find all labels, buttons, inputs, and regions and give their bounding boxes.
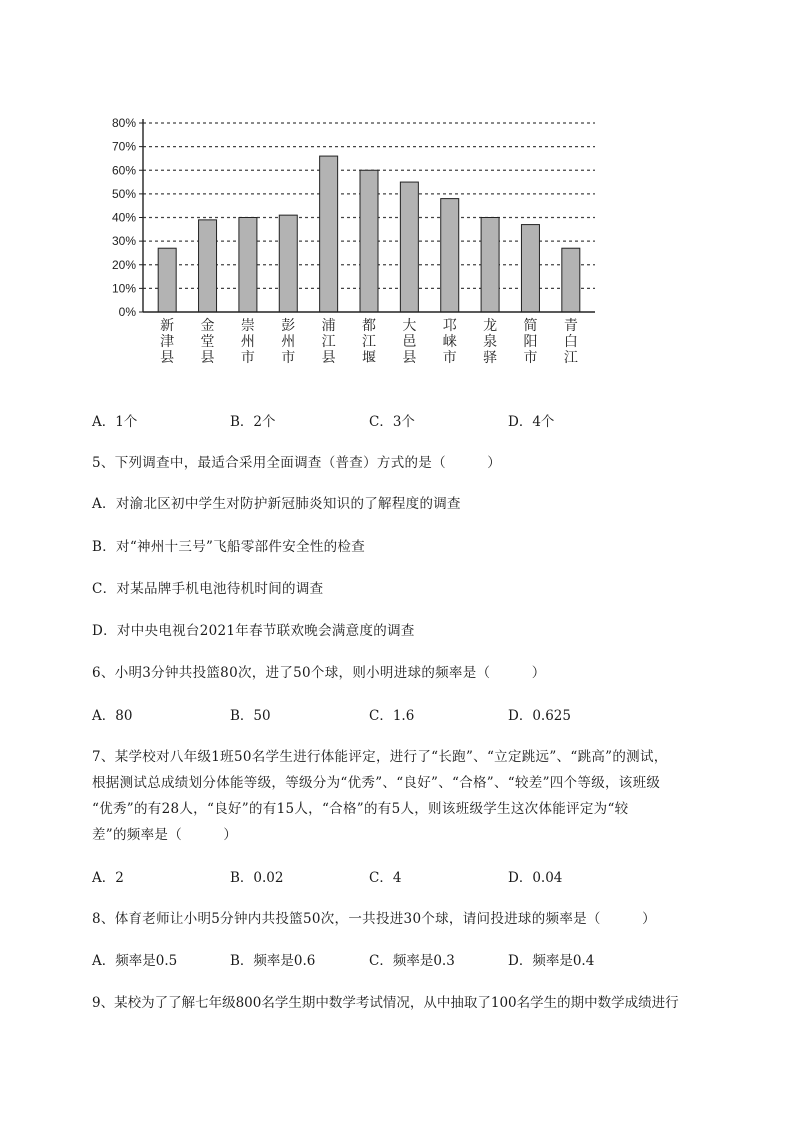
y-tick-label: 80% <box>111 116 136 130</box>
x-category-label-char: 县 <box>402 350 417 366</box>
x-category-label-char: 崇 <box>240 318 255 334</box>
x-category-label-char: 浦 <box>321 318 336 334</box>
q5-stem: 5、下列调查中，最适合采用全面调查（普查）方式的是（ ） <box>92 455 502 471</box>
x-category-label-char: 简 <box>523 318 538 334</box>
x-axis-category-labels <box>160 317 578 366</box>
q7-line-1: 7、某学校对八年级1班50名学生进行体能评定，进行了“长跑”、“立定跳远”、“跳高”的测试， <box>92 749 668 765</box>
x-category-label-char: 阳 <box>523 334 538 350</box>
q9-stem: 9、某校为了了解七年级800名学生期中数学考试情况，从中抽取了100名学生的期中数学成绩进行 <box>92 995 679 1011</box>
x-category-label-char: 县 <box>200 350 215 366</box>
y-tick-label: 50% <box>111 186 136 201</box>
q4-option-a: A．1个 <box>92 414 138 430</box>
q7-line-3: “优秀”的有28人，“良好”的有15人，“合格”的有5人，则该班级学生这次体能评定为“较 <box>92 801 629 817</box>
q6-option-c: C．1.6 <box>369 708 415 724</box>
q5-option-d: D．对中央电视台2021年春节联欢晚会满意度的调查 <box>92 623 415 639</box>
bar <box>441 199 459 312</box>
bar-chart <box>100 110 600 380</box>
q8-option-b: B．频率是0.6 <box>230 953 316 969</box>
x-category-label-char: 邛 <box>442 318 457 334</box>
x-category-label-char: 县 <box>160 350 175 366</box>
q5-option-c: C．对某品牌手机电池待机时间的调查 <box>92 581 324 597</box>
bar <box>360 170 378 312</box>
q7-line-2: 根据测试总成绩划分体能等级，等级分为“优秀”、“良好”、“合格”、“较差”四个等级，该班级 <box>92 775 661 791</box>
x-category-label-char: 白 <box>563 334 578 350</box>
q4-option-c: C．3个 <box>369 414 415 430</box>
y-tick-label: 30% <box>111 234 136 249</box>
q8-stem: 8、体育老师让小明5分钟内共投篮50次，一共投进30个球，请问投进球的频率是（ ） <box>92 911 656 927</box>
x-category-label-char: 江 <box>321 334 336 350</box>
x-category-label-char: 都 <box>362 318 376 334</box>
x-category-label-char: 县 <box>321 350 336 366</box>
q6-option-d: D．0.625 <box>508 708 571 724</box>
x-category-label-char: 驿 <box>483 350 498 366</box>
q5-option-b: B．对“神州十三号”飞船零部件安全性的检查 <box>92 539 366 555</box>
q7-option-b: B．0.02 <box>230 870 284 886</box>
x-category-label-char: 市 <box>240 350 255 366</box>
x-category-label-char: 大 <box>402 318 417 334</box>
bar <box>158 248 176 312</box>
y-axis-tick-labels <box>112 116 136 319</box>
x-category-label-char: 市 <box>281 350 296 366</box>
bar <box>400 182 418 312</box>
x-category-label-char: 州 <box>281 334 296 350</box>
x-category-label-char: 江 <box>362 334 376 350</box>
q8-option-c: C．频率是0.3 <box>369 953 455 969</box>
q8-option-d: D．频率是0.4 <box>508 953 595 969</box>
x-category-label-char: 邑 <box>402 334 417 350</box>
y-tick-label: 20% <box>111 257 136 272</box>
x-category-label-char: 津 <box>160 334 175 350</box>
bar <box>279 215 297 312</box>
y-tick-label: 70% <box>111 139 136 154</box>
x-category-label-char: 州 <box>240 334 255 350</box>
x-category-label-char: 青 <box>563 318 578 334</box>
x-category-label-char: 崃 <box>442 334 457 350</box>
bar <box>199 220 217 312</box>
q7-option-d: D．0.04 <box>508 870 563 886</box>
q6-option-b: B．50 <box>230 708 271 724</box>
q6-option-a: A．80 <box>92 708 133 724</box>
bar <box>521 225 539 312</box>
q8-option-a: A．频率是0.5 <box>92 953 178 969</box>
bar <box>562 248 580 312</box>
x-category-label-char: 金 <box>200 318 215 334</box>
x-category-label-char: 龙 <box>483 318 498 334</box>
q5-option-a: A．对渝北区初中学生对防护新冠肺炎知识的了解程度的调查 <box>92 496 461 512</box>
x-category-label-char: 市 <box>523 350 538 366</box>
q4-option-d: D．4个 <box>508 414 555 430</box>
x-category-label-char: 市 <box>442 350 457 366</box>
x-category-label-char: 新 <box>160 318 175 334</box>
x-category-label-char: 彭 <box>281 318 296 334</box>
y-tick-label: 10% <box>111 281 136 296</box>
bar <box>481 218 499 313</box>
q4-option-b: B．2个 <box>230 414 276 430</box>
bar <box>320 156 338 312</box>
y-tick-label: 0% <box>118 305 136 319</box>
x-category-label-char: 江 <box>563 350 578 366</box>
q7-option-a: A．2 <box>92 870 124 886</box>
q7-option-c: C．4 <box>369 870 402 886</box>
x-category-label-char: 堂 <box>200 334 215 350</box>
q6-stem: 6、小明3分钟共投篮80次，进了50个球，则小明进球的频率是（ ） <box>92 665 546 681</box>
x-category-label-char: 堰 <box>362 350 376 366</box>
x-category-label-char: 泉 <box>483 334 498 350</box>
y-tick-label: 60% <box>111 163 136 178</box>
y-tick-label: 40% <box>111 210 136 225</box>
bar <box>239 218 257 313</box>
q7-line-4: 差”的频率是（ ） <box>92 827 238 843</box>
